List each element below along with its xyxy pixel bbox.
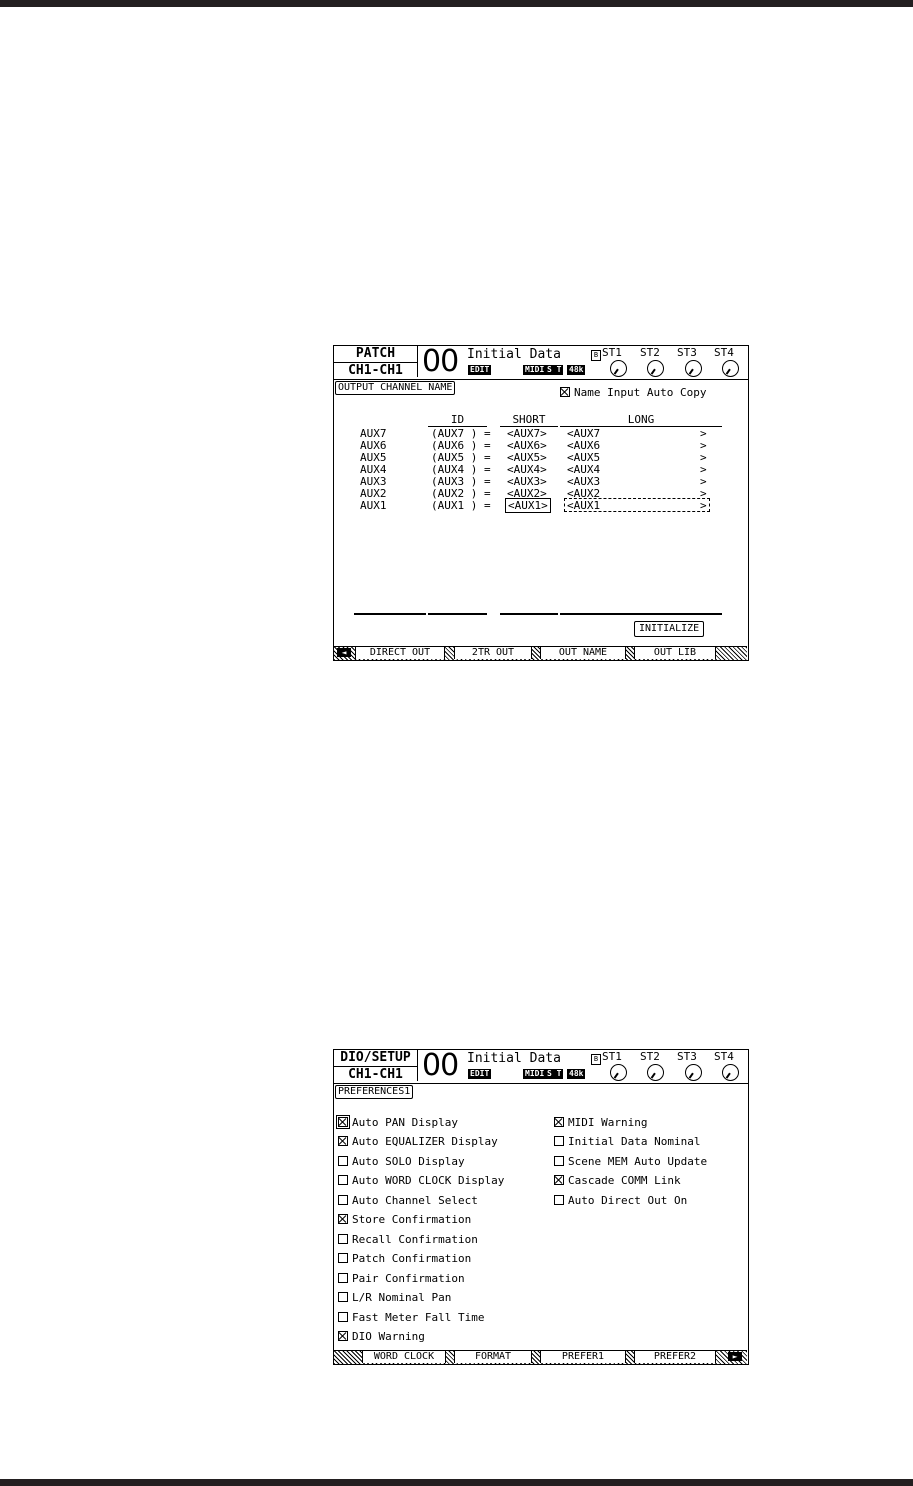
checkbox[interactable] [338,1156,348,1166]
pref-lr-nominal-pan[interactable] [338,1292,451,1303]
row-short[interactable]: <AUX4> [507,463,547,476]
pref-auto-channel-select[interactable] [338,1195,478,1206]
fs-badge: 48k [569,1069,584,1078]
row-id: (AUX7 ) = [431,427,491,440]
checkbox[interactable] [338,1214,348,1224]
channel-label: CH1-CH1 [334,362,417,377]
st1-knob-icon[interactable] [610,1064,627,1081]
pref-label: Auto WORD CLOCK Display [352,1174,505,1187]
row-name: AUX1 [360,499,387,512]
pref-label: Patch Confirmation [352,1252,472,1265]
row-long-end: > [700,451,707,464]
tab-prefer1[interactable]: PREFER1 [540,1351,626,1363]
scene-number: 00 [422,1048,459,1083]
tab-word-clock[interactable]: WORD CLOCK [362,1351,446,1363]
mode-box [334,346,418,377]
pref-midi-warning[interactable] [554,1117,647,1128]
column-header-short: SHORT [500,414,558,427]
row-id: (AUX6 ) = [431,439,491,452]
pref-label: Pair Confirmation [352,1272,465,1285]
pref-auto-direct-out-on[interactable] [554,1195,687,1206]
pref-patch-confirmation[interactable] [338,1253,471,1264]
row-short[interactable]: <AUX3> [507,475,547,488]
name-auto-copy-option[interactable] [560,387,706,398]
row-long-end: > [700,499,707,512]
checkbox[interactable] [338,1195,348,1205]
pref-label: Auto PAN Display [352,1116,458,1129]
checkbox[interactable] [338,1136,348,1146]
row-id: (AUX2 ) = [431,487,491,500]
edit-badge: EDIT [470,1069,490,1078]
st2-knob-icon[interactable] [647,1064,664,1081]
row-name: AUX7 [360,427,387,440]
column-underline [500,613,558,615]
tab-format[interactable]: FORMAT [454,1351,532,1363]
pref-auto-solo-display[interactable] [338,1156,465,1167]
tab-bar [334,646,747,660]
row-long[interactable]: <AUX2 [567,487,601,500]
checkbox[interactable] [338,1312,348,1322]
lcd-body [334,380,748,646]
row-long[interactable]: <AUX3 [567,475,601,488]
pref-recall-confirmation[interactable] [338,1234,478,1245]
row-name: AUX3 [360,475,387,488]
row-long-end: > [700,487,707,500]
pref-auto-pan-display[interactable] [338,1117,458,1128]
checkbox[interactable] [554,1136,564,1146]
pref-label: L/R Nominal Pan [352,1291,452,1304]
st1-knob-icon[interactable] [610,360,627,377]
tab-out-lib[interactable]: OUT LIB [634,647,716,659]
checkbox[interactable] [338,1175,348,1185]
row-name: AUX2 [360,487,387,500]
tab-left-arrow-icon[interactable]: ◄ [337,648,351,657]
top-rule [0,0,913,7]
st4-label: ST4 [714,346,734,359]
channel-label: CH1-CH1 [334,1066,417,1081]
pref-label: Auto EQUALIZER Display [352,1135,498,1148]
lock-icon: B [591,350,601,361]
scene-number: 00 [422,344,459,379]
pref-label: DIO Warning [352,1330,425,1343]
row-long[interactable]: <AUX1 [567,499,601,512]
st3-label: ST3 [677,1050,697,1063]
row-name: AUX4 [360,463,387,476]
mode-box [334,1050,418,1081]
st-badge: S T [547,1069,562,1078]
checkbox[interactable] [554,1175,564,1185]
row-id: (AUX1 ) = [431,499,491,512]
pref-label: Auto Direct Out On [568,1194,688,1207]
mode-label: PATCH [355,346,396,361]
initialize-button[interactable]: INITIALIZE [634,621,704,637]
st3-knob-icon[interactable] [685,360,702,377]
row-long[interactable]: <AUX6 [567,439,601,452]
column-header-long: LONG [560,414,722,427]
lcd-body [334,1084,748,1350]
checkbox[interactable] [338,1253,348,1263]
pref-scene-mem-auto-update[interactable] [554,1156,707,1167]
midi-badge: MIDI [525,365,545,374]
row-short[interactable]: <AUX2> [507,487,547,500]
row-long-end: > [700,427,707,440]
st2-label: ST2 [640,1050,660,1063]
column-header-id: ID [428,414,487,427]
st4-label: ST4 [714,1050,734,1063]
row-long-end: > [700,463,707,476]
lock-icon: B [591,1054,601,1065]
st3-label: ST3 [677,346,697,359]
row-id: (AUX3 ) = [431,475,491,488]
pref-label: MIDI Warning [568,1116,648,1129]
tab-right-arrow-icon[interactable]: ► [728,1352,742,1361]
st4-knob-icon[interactable] [722,1064,739,1081]
checkbox[interactable] [338,1117,348,1127]
pref-label: Cascade COMM Link [568,1174,681,1187]
pref-pair-confirmation[interactable] [338,1273,465,1284]
row-id: (AUX4 ) = [431,463,491,476]
pref-initial-data-nominal[interactable] [554,1136,700,1147]
row-id: (AUX5 ) = [431,451,491,464]
row-long-end: > [700,475,707,488]
st4-knob-icon[interactable] [722,360,739,377]
row-short[interactable]: <AUX6> [507,439,547,452]
lcd-header [334,1050,748,1084]
row-name: AUX5 [360,451,387,464]
tab-direct-out[interactable]: DIRECT OUT [355,647,445,659]
edit-badge: EDIT [470,365,490,374]
checkbox[interactable] [554,1117,564,1127]
checkbox[interactable] [338,1292,348,1302]
tab-out-name[interactable]: OUT NAME [540,647,626,659]
pref-label: Recall Confirmation [352,1233,478,1246]
short-name-cursor[interactable]: <AUX1> [505,498,551,513]
pref-label: Fast Meter Fall Time [352,1311,485,1324]
tab-bar [334,1350,747,1364]
row-name: AUX6 [360,439,387,452]
section-tag: OUTPUT CHANNEL NAME [335,381,455,395]
row-long[interactable]: <AUX7 [567,427,601,440]
row-long-end: > [700,439,707,452]
st-badge: S T [547,365,562,374]
pref-auto-equalizer-display[interactable] [338,1136,498,1147]
column-underline [560,613,722,615]
st3-knob-icon[interactable] [685,1064,702,1081]
pref-label: Initial Data Nominal [568,1135,701,1148]
scene-title: Initial Data [467,1051,561,1066]
row-long[interactable]: <AUX5 [567,451,601,464]
checkbox[interactable] [338,1234,348,1244]
scene-title: Initial Data [467,347,561,362]
pref-label: Auto SOLO Display [352,1155,465,1168]
pref-cascade-comm-link[interactable] [554,1175,681,1186]
pref-auto-word-clock-display[interactable] [338,1175,504,1186]
pref-label: Scene MEM Auto Update [568,1155,708,1168]
row-long[interactable]: <AUX4 [567,463,601,476]
column-underline [354,613,426,615]
checkbox[interactable] [338,1331,348,1341]
st2-label: ST2 [640,346,660,359]
pref-fast-meter-fall-time[interactable] [338,1312,484,1323]
st1-label: ST1 [602,1050,622,1063]
fs-badge: 48k [569,365,584,374]
mode-label: DIO/SETUP [340,1050,411,1065]
pref-dio-warning[interactable] [338,1331,425,1342]
checkbox[interactable] [554,1195,564,1205]
tab-prefer2[interactable]: PREFER2 [634,1351,716,1363]
st1-label: ST1 [602,346,622,359]
st2-knob-icon[interactable] [647,360,664,377]
auto-copy-label: Name Input Auto Copy [574,386,707,399]
checkbox[interactable] [338,1273,348,1283]
section-tag: PREFERENCES1 [335,1085,413,1099]
lcd-screen-preferences [333,1049,749,1365]
bottom-rule [0,1479,913,1486]
tab-2tr-out[interactable]: 2TR OUT [454,647,532,659]
column-underline [428,613,487,615]
midi-badge: MIDI [525,1069,545,1078]
pref-store-confirmation[interactable] [338,1214,471,1225]
lcd-header [334,346,748,380]
pref-label: Auto Channel Select [352,1194,478,1207]
row-short[interactable]: <AUX7> [507,427,547,440]
lcd-screen-out-name [333,345,749,661]
auto-copy-checkbox[interactable] [560,387,570,397]
row-short[interactable]: <AUX5> [507,451,547,464]
pref-label: Store Confirmation [352,1213,472,1226]
checkbox[interactable] [554,1156,564,1166]
